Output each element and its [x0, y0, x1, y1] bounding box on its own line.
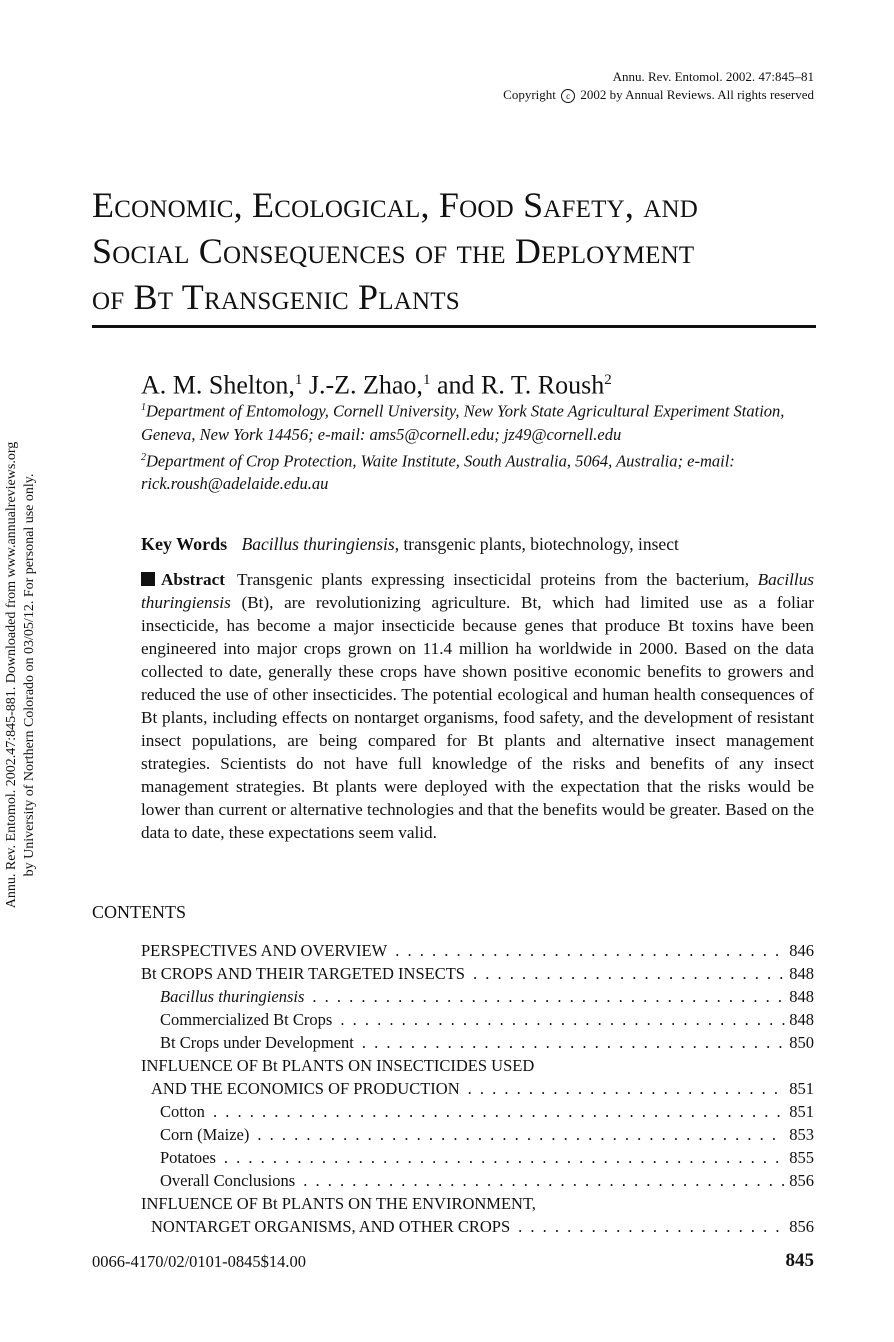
journal-header	[503, 68, 814, 104]
copyright-prefix: Copyright	[503, 87, 556, 102]
toc-leader	[395, 939, 785, 962]
affiliations	[141, 396, 821, 495]
toc-entry[interactable]	[141, 1100, 814, 1123]
toc-leader	[340, 1008, 785, 1031]
toc-entry[interactable]	[141, 1031, 814, 1054]
toc-leader	[362, 1031, 785, 1054]
toc-entry-title: Bt Crops under Development	[160, 1033, 354, 1052]
toc-entry-title: INFLUENCE OF Bt PLANTS ON INSECTICIDES USED	[141, 1056, 535, 1075]
abstract-text-b: (Bt), are revolutionizing agriculture. Bt, which had limited use as a foliar insecticide, has become a major insecticide because genes that produce Bt toxins have been engineered into major crops grown on 11.4 million ha worldwide in 2000. Based on the data collected to date, generally these crops have shown positive economic benefits to growers and reduced the use of other insecticides. The potential ecological and human health consequences of Bt plants, including effects on nontarget organisms, food safety, and the development of resistant insect populations, are being compared for Bt plants and alternative insect management strategies. Scientists do not have full knowledge of the risks and benefits of any insect management strategies. Bt plants were deployed with the expectation that the risks would be lower than current or alternative technologies and that the benefits would be greater. Based on the data to date, these expectations seem valid.	[141, 593, 814, 842]
toc-entry-title: Potatoes	[160, 1148, 216, 1167]
toc-entry-page: 851	[789, 1102, 814, 1121]
toc-entry-page: 856	[789, 1217, 814, 1236]
toc-entry[interactable]	[141, 1077, 814, 1100]
toc-entry-page: 853	[789, 1125, 814, 1144]
affiliation-1-sup: 1	[141, 402, 146, 413]
toc-entry-page: 848	[789, 987, 814, 1006]
article-title	[92, 182, 816, 320]
toc-entry-page: 855	[789, 1148, 814, 1167]
affiliation-1	[141, 396, 821, 446]
toc-entry-title: Cotton	[160, 1102, 205, 1121]
copyright-suffix: 2002 by Annual Reviews. All rights reserved	[580, 87, 814, 102]
toc-entry[interactable]	[141, 939, 814, 962]
watermark-line-2: by University of Northern Colorado on 03/05/12. For personal use only.	[22, 473, 37, 877]
toc-entry[interactable]	[141, 1123, 814, 1146]
author-3-sup: 2	[604, 372, 612, 388]
copyright-line	[503, 86, 814, 104]
toc-entry[interactable]	[141, 1192, 814, 1215]
toc-leader	[468, 1077, 786, 1100]
toc-entry-title: NONTARGET ORGANISMS, AND OTHER CROPS	[151, 1217, 511, 1236]
download-watermark	[3, 395, 39, 955]
toc-entry-title: PERSPECTIVES AND OVERVIEW	[141, 941, 388, 960]
toc-entry-page: 851	[789, 1079, 814, 1098]
toc-entry-page: 856	[789, 1171, 814, 1190]
table-of-contents	[141, 939, 814, 1238]
author-1: A. M. Shelton,	[141, 370, 295, 400]
keywords-rest: , transgenic plants, biotechnology, insect	[394, 534, 679, 554]
toc-entry-title: Corn (Maize)	[160, 1125, 250, 1144]
keywords	[141, 533, 821, 555]
toc-entry[interactable]	[141, 1008, 814, 1031]
toc-entry-page: 848	[789, 964, 814, 983]
toc-leader	[303, 1169, 785, 1192]
toc-leader	[312, 985, 785, 1008]
affiliation-1-text: Department of Entomology, Cornell University, New York State Agricultural Experiment Station, Geneva, New York 14456; e-mail: ams5@cornell.edu; jz49@cornell.edu	[141, 401, 785, 444]
toc-entry-page: 850	[789, 1033, 814, 1052]
abstract-text-a: Transgenic plants expressing insecticidal proteins from the bacterium,	[236, 570, 758, 589]
toc-entry-title: Bacillus thuringiensis	[160, 987, 305, 1006]
contents-heading: CONTENTS	[92, 902, 186, 922]
toc-entry-page: 848	[789, 1010, 814, 1029]
abstract-italic: Bacillus thuringiensis	[141, 570, 814, 612]
affiliation-2-text: Department of Crop Protection, Waite Institute, South Australia, 5064, Australia; e-mail: rick.roush@adelaide.edu.au	[141, 451, 735, 493]
toc-leader	[257, 1123, 785, 1146]
affiliation-2	[141, 446, 821, 496]
toc-leader	[213, 1100, 785, 1123]
title-line-2: Social Consequences of the Deployment	[92, 231, 695, 271]
toc-entry[interactable]	[141, 1146, 814, 1169]
toc-entry[interactable]	[141, 962, 814, 985]
toc-entry-title: Bt CROPS AND THEIR TARGETED INSECTS	[141, 964, 465, 983]
abstract-label: Abstract	[161, 570, 225, 589]
toc-entry[interactable]	[141, 1215, 814, 1238]
toc-entry-title: Overall Conclusions	[160, 1171, 296, 1190]
title-rule	[92, 325, 816, 328]
title-line-3: of Bt Transgenic Plants	[92, 277, 460, 317]
copyright-icon: c	[561, 89, 575, 103]
journal-citation: Annu. Rev. Entomol. 2002. 47:845–81	[612, 69, 814, 84]
toc-entry-title: AND THE ECONOMICS OF PRODUCTION	[151, 1079, 460, 1098]
keywords-label: Key Words	[141, 534, 228, 554]
toc-entry[interactable]	[141, 1054, 814, 1077]
author-2: J.-Z. Zhao,	[302, 370, 423, 400]
abstract	[141, 568, 814, 844]
toc-leader	[224, 1146, 785, 1169]
page-number: 845	[785, 1250, 814, 1271]
toc-entry-page: 846	[789, 941, 814, 960]
author-3: and R. T. Roush	[430, 370, 605, 400]
toc-entry-title: INFLUENCE OF Bt PLANTS ON THE ENVIRONMENT,	[141, 1194, 536, 1213]
toc-entry[interactable]	[141, 1169, 814, 1192]
toc-entry[interactable]	[141, 985, 814, 1008]
toc-entry-title: Commercialized Bt Crops	[160, 1010, 333, 1029]
square-bullet-icon	[141, 572, 155, 586]
author-2-sup: 1	[422, 372, 431, 388]
toc-leader	[473, 962, 785, 985]
issn-code: 0066-4170/02/0101-0845$14.00	[92, 1252, 307, 1271]
title-line-1: Economic, Ecological, Food Safety, and	[92, 185, 699, 225]
affiliation-2-sup: 2	[141, 451, 146, 463]
keywords-italic: Bacillus thuringiensis	[241, 534, 395, 554]
author-1-sup: 1	[294, 372, 303, 388]
watermark-line-1: Annu. Rev. Entomol. 2002.47:845-881. Downloaded from www.annualreviews.org	[4, 441, 19, 909]
toc-leader	[518, 1215, 785, 1238]
